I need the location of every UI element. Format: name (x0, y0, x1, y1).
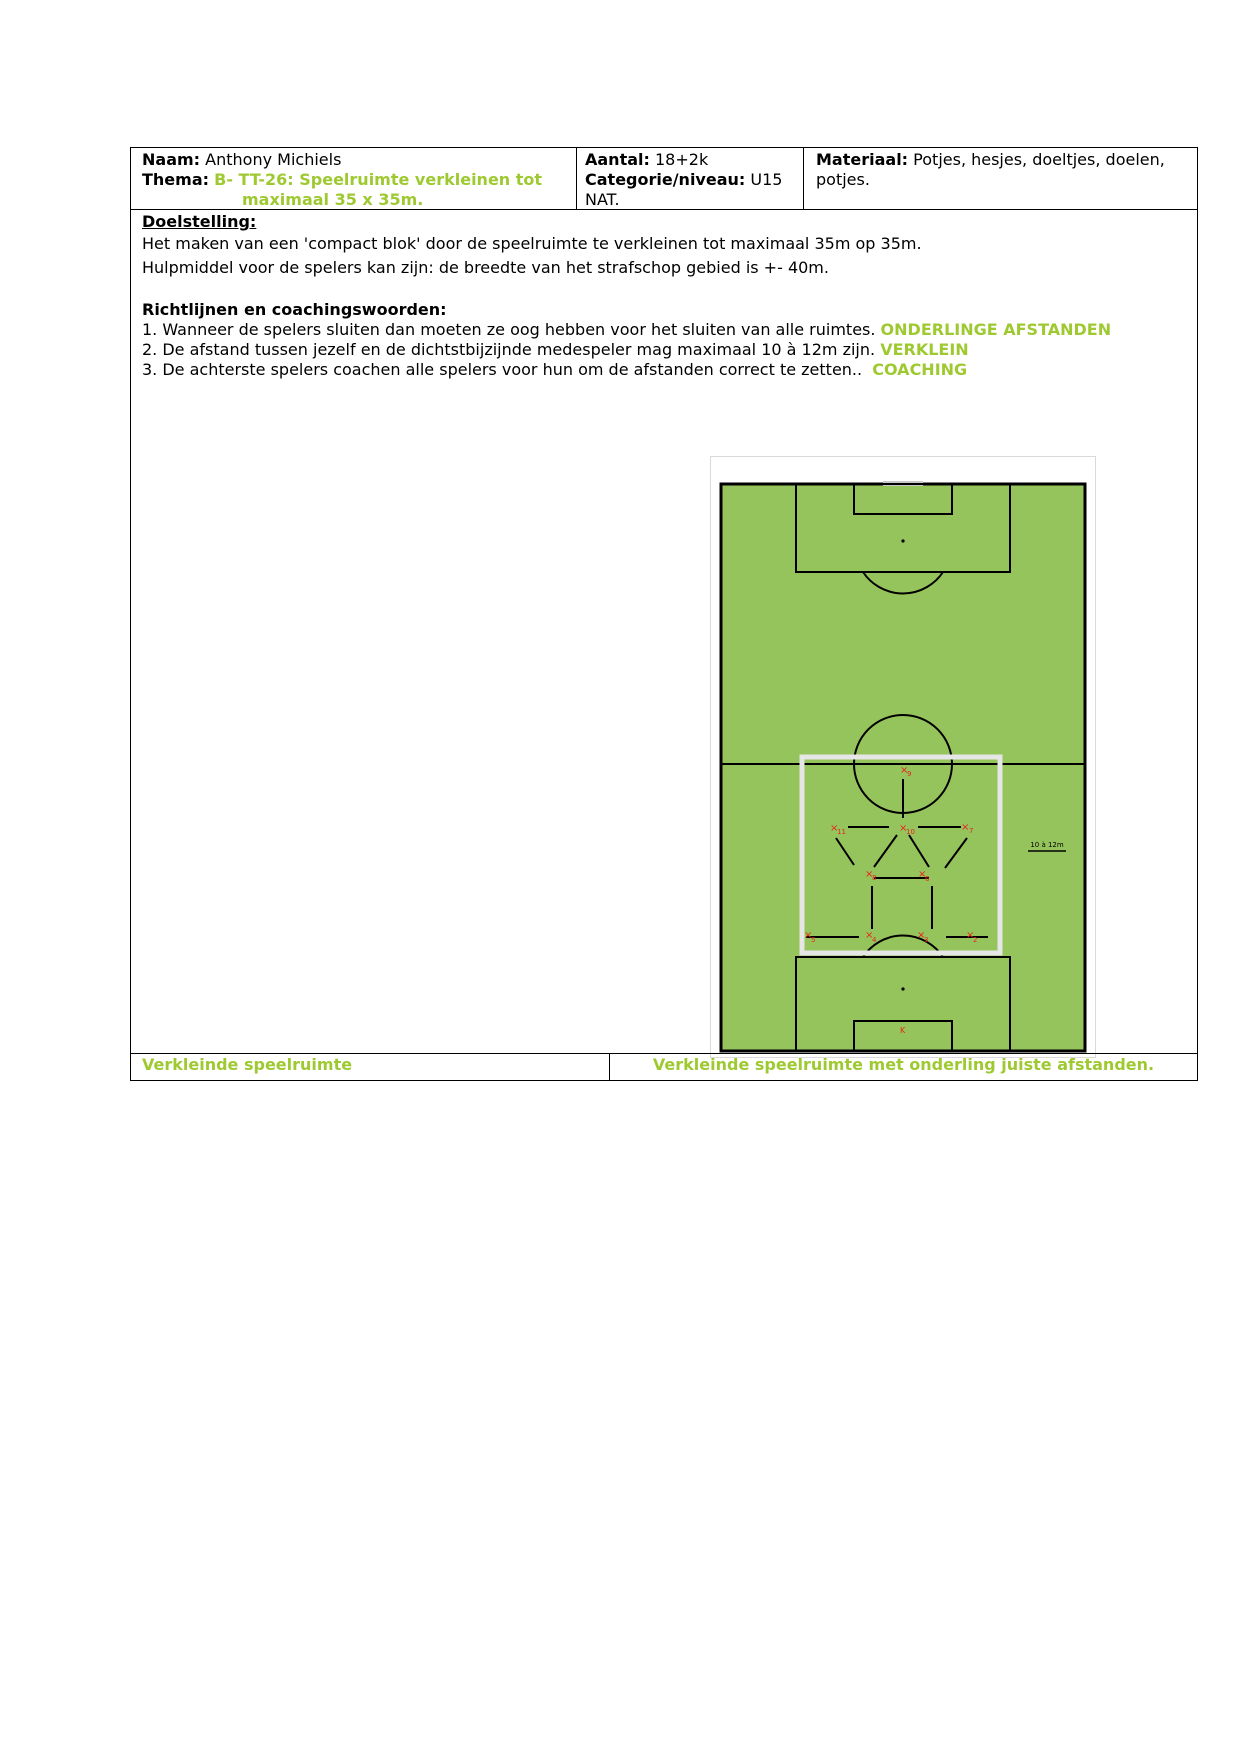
aantal-label: Aantal: (585, 150, 650, 169)
materiaal-label: Materiaal: (816, 150, 909, 169)
footer-right-caption: Verkleinde speelruimte met onderling juiste afstanden. (652, 1055, 1155, 1074)
doelstelling-title: Doelstelling: (142, 212, 257, 231)
doelstelling-line-1: Het maken van een 'compact blok' door de speelruimte te verkleinen tot maximaal 35m op 35m. (142, 234, 922, 253)
player-number: 6 (925, 875, 930, 883)
field-diagram (711, 457, 1095, 1057)
player-marker: × (899, 823, 908, 834)
player-number: 2 (973, 936, 978, 944)
categorie-value: U15 (750, 170, 783, 189)
player-marker: × (804, 930, 813, 941)
richtlijn-text-1: 1. Wanneer de spelers sluiten dan moeten ze oog hebben voor het sluiten van alle ruimtes. (142, 320, 876, 339)
materiaal-value-1: Potjes, hesjes, doeltjes, doelen, (913, 150, 1165, 169)
player-number: 4 (872, 936, 877, 944)
keeper-marker: K (900, 1026, 906, 1035)
naam-line (142, 150, 565, 170)
richtlijn-item-2 (142, 340, 1186, 360)
spacer (142, 278, 1186, 300)
football-pitch (711, 457, 1095, 1057)
player-marker: × (966, 930, 975, 941)
exercise-sheet (130, 147, 1198, 1081)
bottom-penalty-spot (901, 987, 904, 990)
categorie-value-2: NAT. (585, 190, 620, 209)
player-number: 3 (924, 936, 929, 944)
richtlijn-item-3 (142, 360, 1186, 380)
header-cell-materiaal (804, 148, 1197, 209)
richtlijn-keyword-1: ONDERLINGE AFSTANDEN (880, 320, 1112, 339)
footer-row (131, 1053, 1197, 1081)
top-penalty-spot (901, 539, 904, 542)
player-number: 11 (837, 828, 846, 836)
player-marker: × (961, 822, 970, 833)
thema-value-1: B- TT-26: Speelruimte verkleinen tot (214, 170, 543, 189)
player-marker: × (865, 930, 874, 941)
player-marker: × (865, 869, 874, 880)
player-marker: × (918, 869, 927, 880)
header-cell-aantal (577, 148, 804, 209)
player-marker: × (830, 823, 839, 834)
thema-label: Thema: (142, 170, 210, 189)
thema-line (142, 170, 565, 190)
richtlijn-text-3: 3. De achterste spelers coachen alle spelers voor hun om de afstanden correct te zetten.. (142, 360, 863, 379)
player-number: 10 (906, 828, 915, 836)
description-body (131, 210, 1197, 380)
player-number: 8 (872, 874, 877, 882)
naam-value: Anthony Michiels (205, 150, 342, 169)
player-number: 7 (969, 827, 974, 835)
player-marker: × (900, 765, 909, 776)
footer-left-caption: Verkleinde speelruimte (131, 1054, 610, 1081)
materiaal-value-2: potjes. (816, 170, 870, 189)
richtlijn-keyword-2: VERKLEIN (880, 340, 969, 359)
thema-value-2: maximaal 35 x 35m. (242, 190, 424, 209)
player-number: 9 (907, 770, 912, 778)
richtlijn-item-1 (142, 320, 1186, 340)
doelstelling-line-2: Hulpmiddel voor de spelers kan zijn: de breedte van het strafschop gebied is +- 40m. (142, 258, 829, 277)
categorie-label: Categorie/niveau: (585, 170, 746, 189)
richtlijn-keyword-3: COACHING (872, 360, 968, 379)
categorie-line (585, 170, 792, 190)
player-number: 5 (811, 936, 816, 944)
header-row (131, 148, 1197, 210)
richtlijnen-title: Richtlijnen en coachingswoorden: (142, 300, 447, 319)
aantal-value: 18+2k (655, 150, 709, 169)
scale-label: 10 à 12m (1030, 841, 1064, 849)
aantal-line (585, 150, 792, 170)
player-marker: × (917, 930, 926, 941)
materiaal-line (816, 150, 1186, 170)
naam-label: Naam: (142, 150, 201, 169)
richtlijn-text-2: 2. De afstand tussen jezelf en de dichtstbijzijnde medespeler mag maximaal 10 à 12m zijn. (142, 340, 876, 359)
header-cell-naam-thema (131, 148, 577, 209)
